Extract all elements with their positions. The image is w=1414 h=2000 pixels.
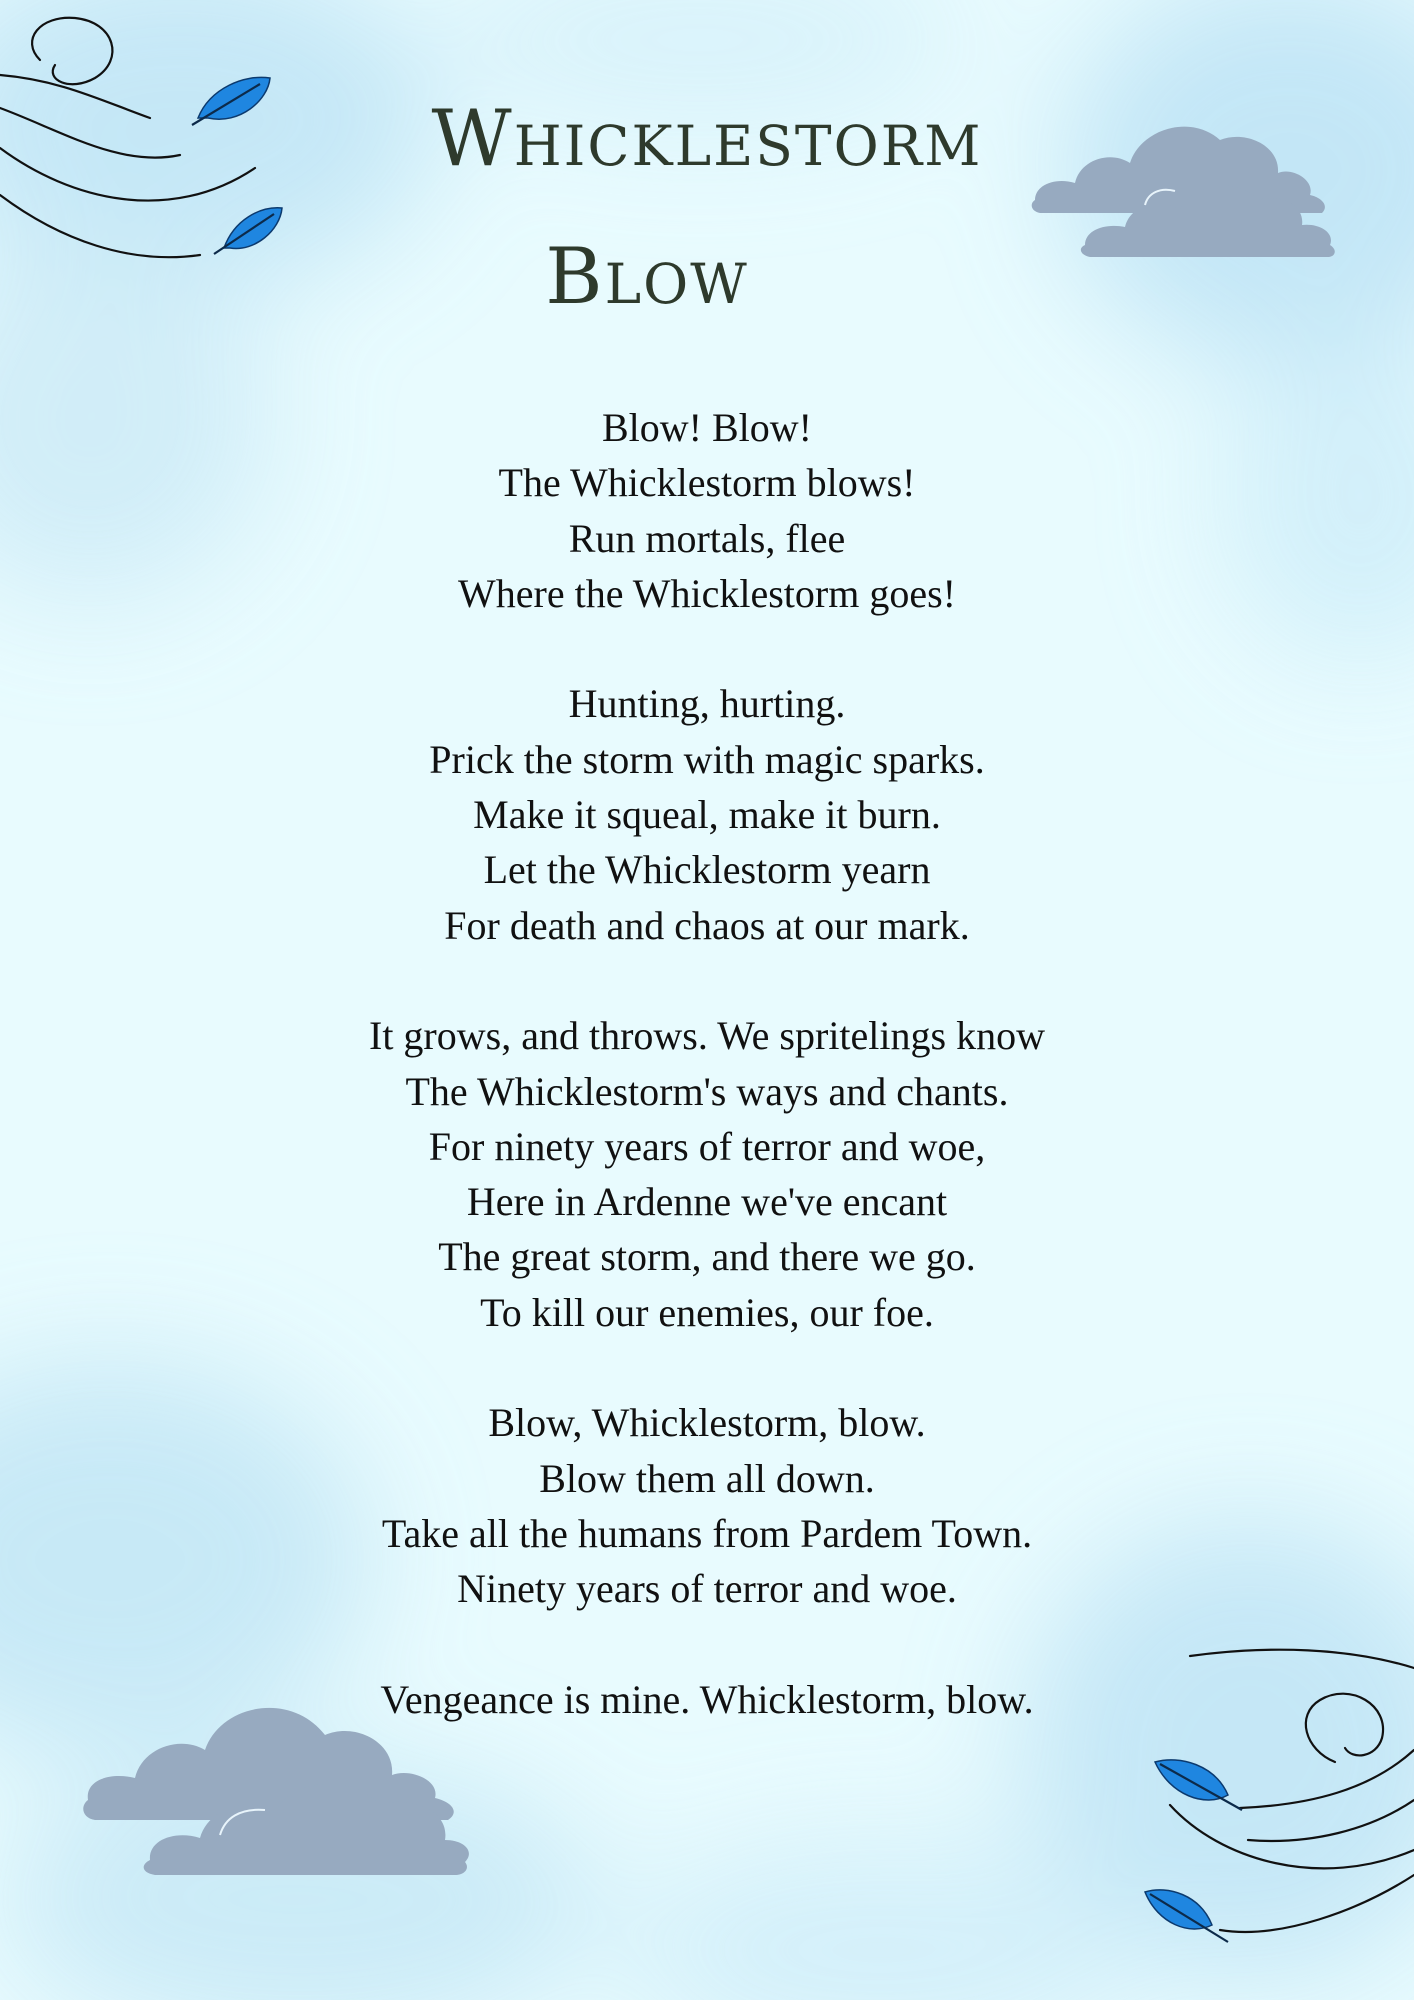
- poem-line: Prick the storm with magic sparks.: [429, 736, 985, 782]
- poem-line: Take all the humans from Pardem Town.: [381, 1510, 1033, 1556]
- poem-line: The Whicklestorm's ways and chants.: [405, 1068, 1009, 1114]
- poem-line: Blow them all down.: [539, 1455, 875, 1501]
- poem-stanza: [0, 1672, 1414, 1727]
- poem-stanza: [0, 400, 1414, 621]
- poem-line: Blow! Blow!: [602, 405, 812, 450]
- poem-line: It grows, and throws. We spritelings know: [369, 1013, 1045, 1059]
- poem-stanza: [0, 1008, 1414, 1340]
- poem-line: Where the Whicklestorm goes!: [458, 570, 956, 616]
- poem-line: Run mortals, flee: [568, 515, 846, 561]
- poem-line: The Whicklestorm blows!: [498, 460, 916, 506]
- poem-body: [0, 400, 1414, 1782]
- poem-line: Make it squeal, make it burn.: [473, 792, 941, 838]
- leaf-icon: [1140, 1880, 1230, 1950]
- poem-line: Ninety years of terror and woe.: [457, 1566, 957, 1612]
- poem-line: Hunting, hurting.: [568, 681, 846, 727]
- title-line-1: Whicklestorm: [431, 94, 983, 184]
- title-line-2: Blow: [545, 232, 749, 322]
- poem-stanza: [0, 676, 1414, 952]
- poem-stanza: [0, 1395, 1414, 1616]
- poem-line: Blow, Whicklestorm, blow.: [488, 1400, 926, 1446]
- poem-line: For death and chaos at our mark.: [444, 902, 970, 948]
- poem-line: Let the Whicklestorm yearn: [483, 847, 931, 893]
- poem-line: To kill our enemies, our foe.: [480, 1289, 934, 1335]
- poem-title: [0, 70, 1414, 346]
- poem-line: Here in Ardenne we've encant: [466, 1179, 948, 1225]
- poem-line: Vengeance is mine. Whicklestorm, blow.: [380, 1676, 1034, 1722]
- poem-line: The great storm, and there we go.: [438, 1234, 976, 1280]
- poem-line: For ninety years of terror and woe,: [428, 1123, 986, 1169]
